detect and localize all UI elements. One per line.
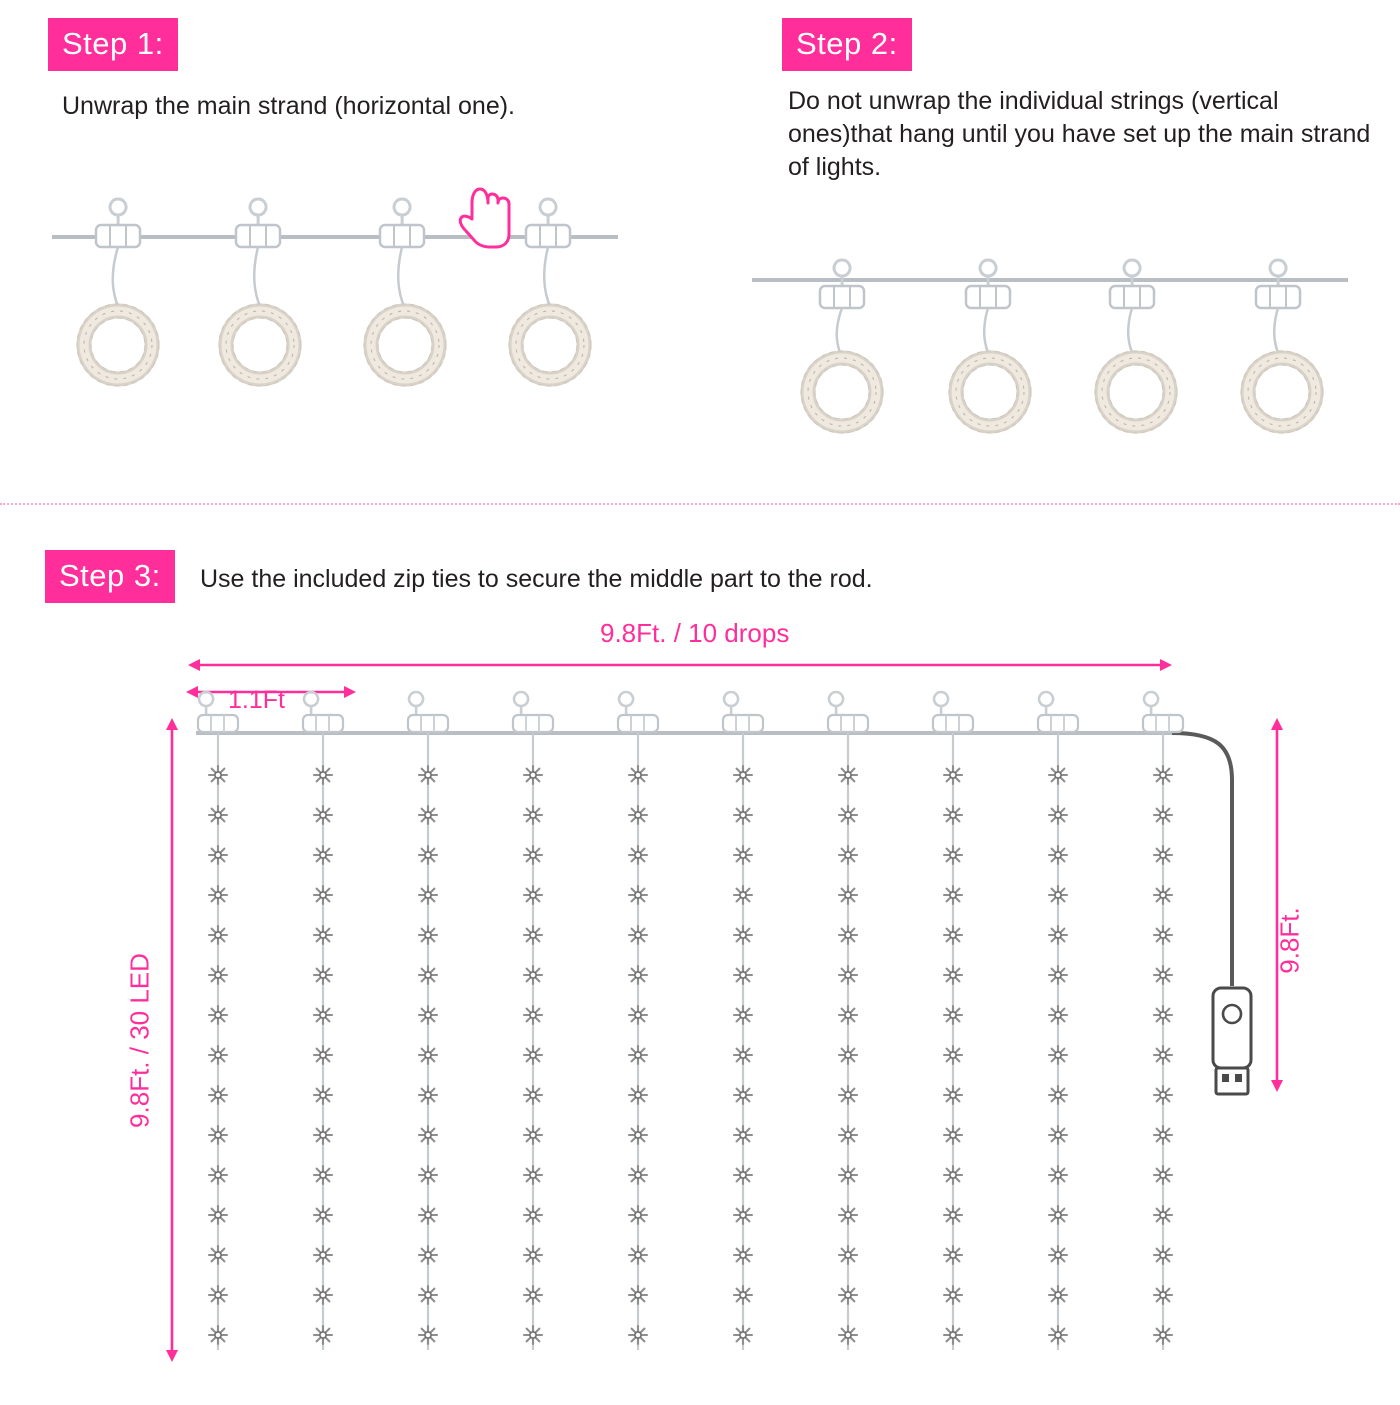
step-3-badge: Step 3:: [45, 550, 175, 603]
step-3-text: Use the included zip ties to secure the middle part to the rod.: [200, 565, 873, 593]
dimension-top-label: 9.8Ft. / 10 drops: [600, 618, 790, 648]
step-1-text: Unwrap the main strand (horizontal one).: [62, 92, 516, 120]
step-3-figure: [0, 610, 1400, 1405]
step-1-badge: Step 1:: [48, 18, 178, 71]
usb-controller: [1213, 988, 1251, 1094]
power-button-icon: [1223, 1005, 1241, 1023]
usb-plug-icon: [1216, 1068, 1248, 1094]
step-2-figure: [740, 240, 1360, 475]
step-1-illustration: [30, 175, 650, 465]
step-1-figure: [30, 175, 650, 470]
section-divider: [0, 503, 1400, 505]
dimension-left-label: 9.8Ft. / 30 LED: [124, 953, 155, 1128]
step-2-badge: Step 2:: [782, 18, 912, 71]
drop-strands: [198, 692, 1183, 1350]
step-2-illustration: [740, 240, 1360, 470]
dimension-drop-spacing-label: 1.1Ft: [228, 686, 285, 714]
dimension-right-label: 9.8Ft.: [1274, 907, 1305, 974]
step-2-text: Do not unwrap the individual strings (vertical ones)that hang until you have set up the main strand of lights.: [788, 87, 1371, 181]
curtain-light-diagram: [0, 610, 1400, 1400]
